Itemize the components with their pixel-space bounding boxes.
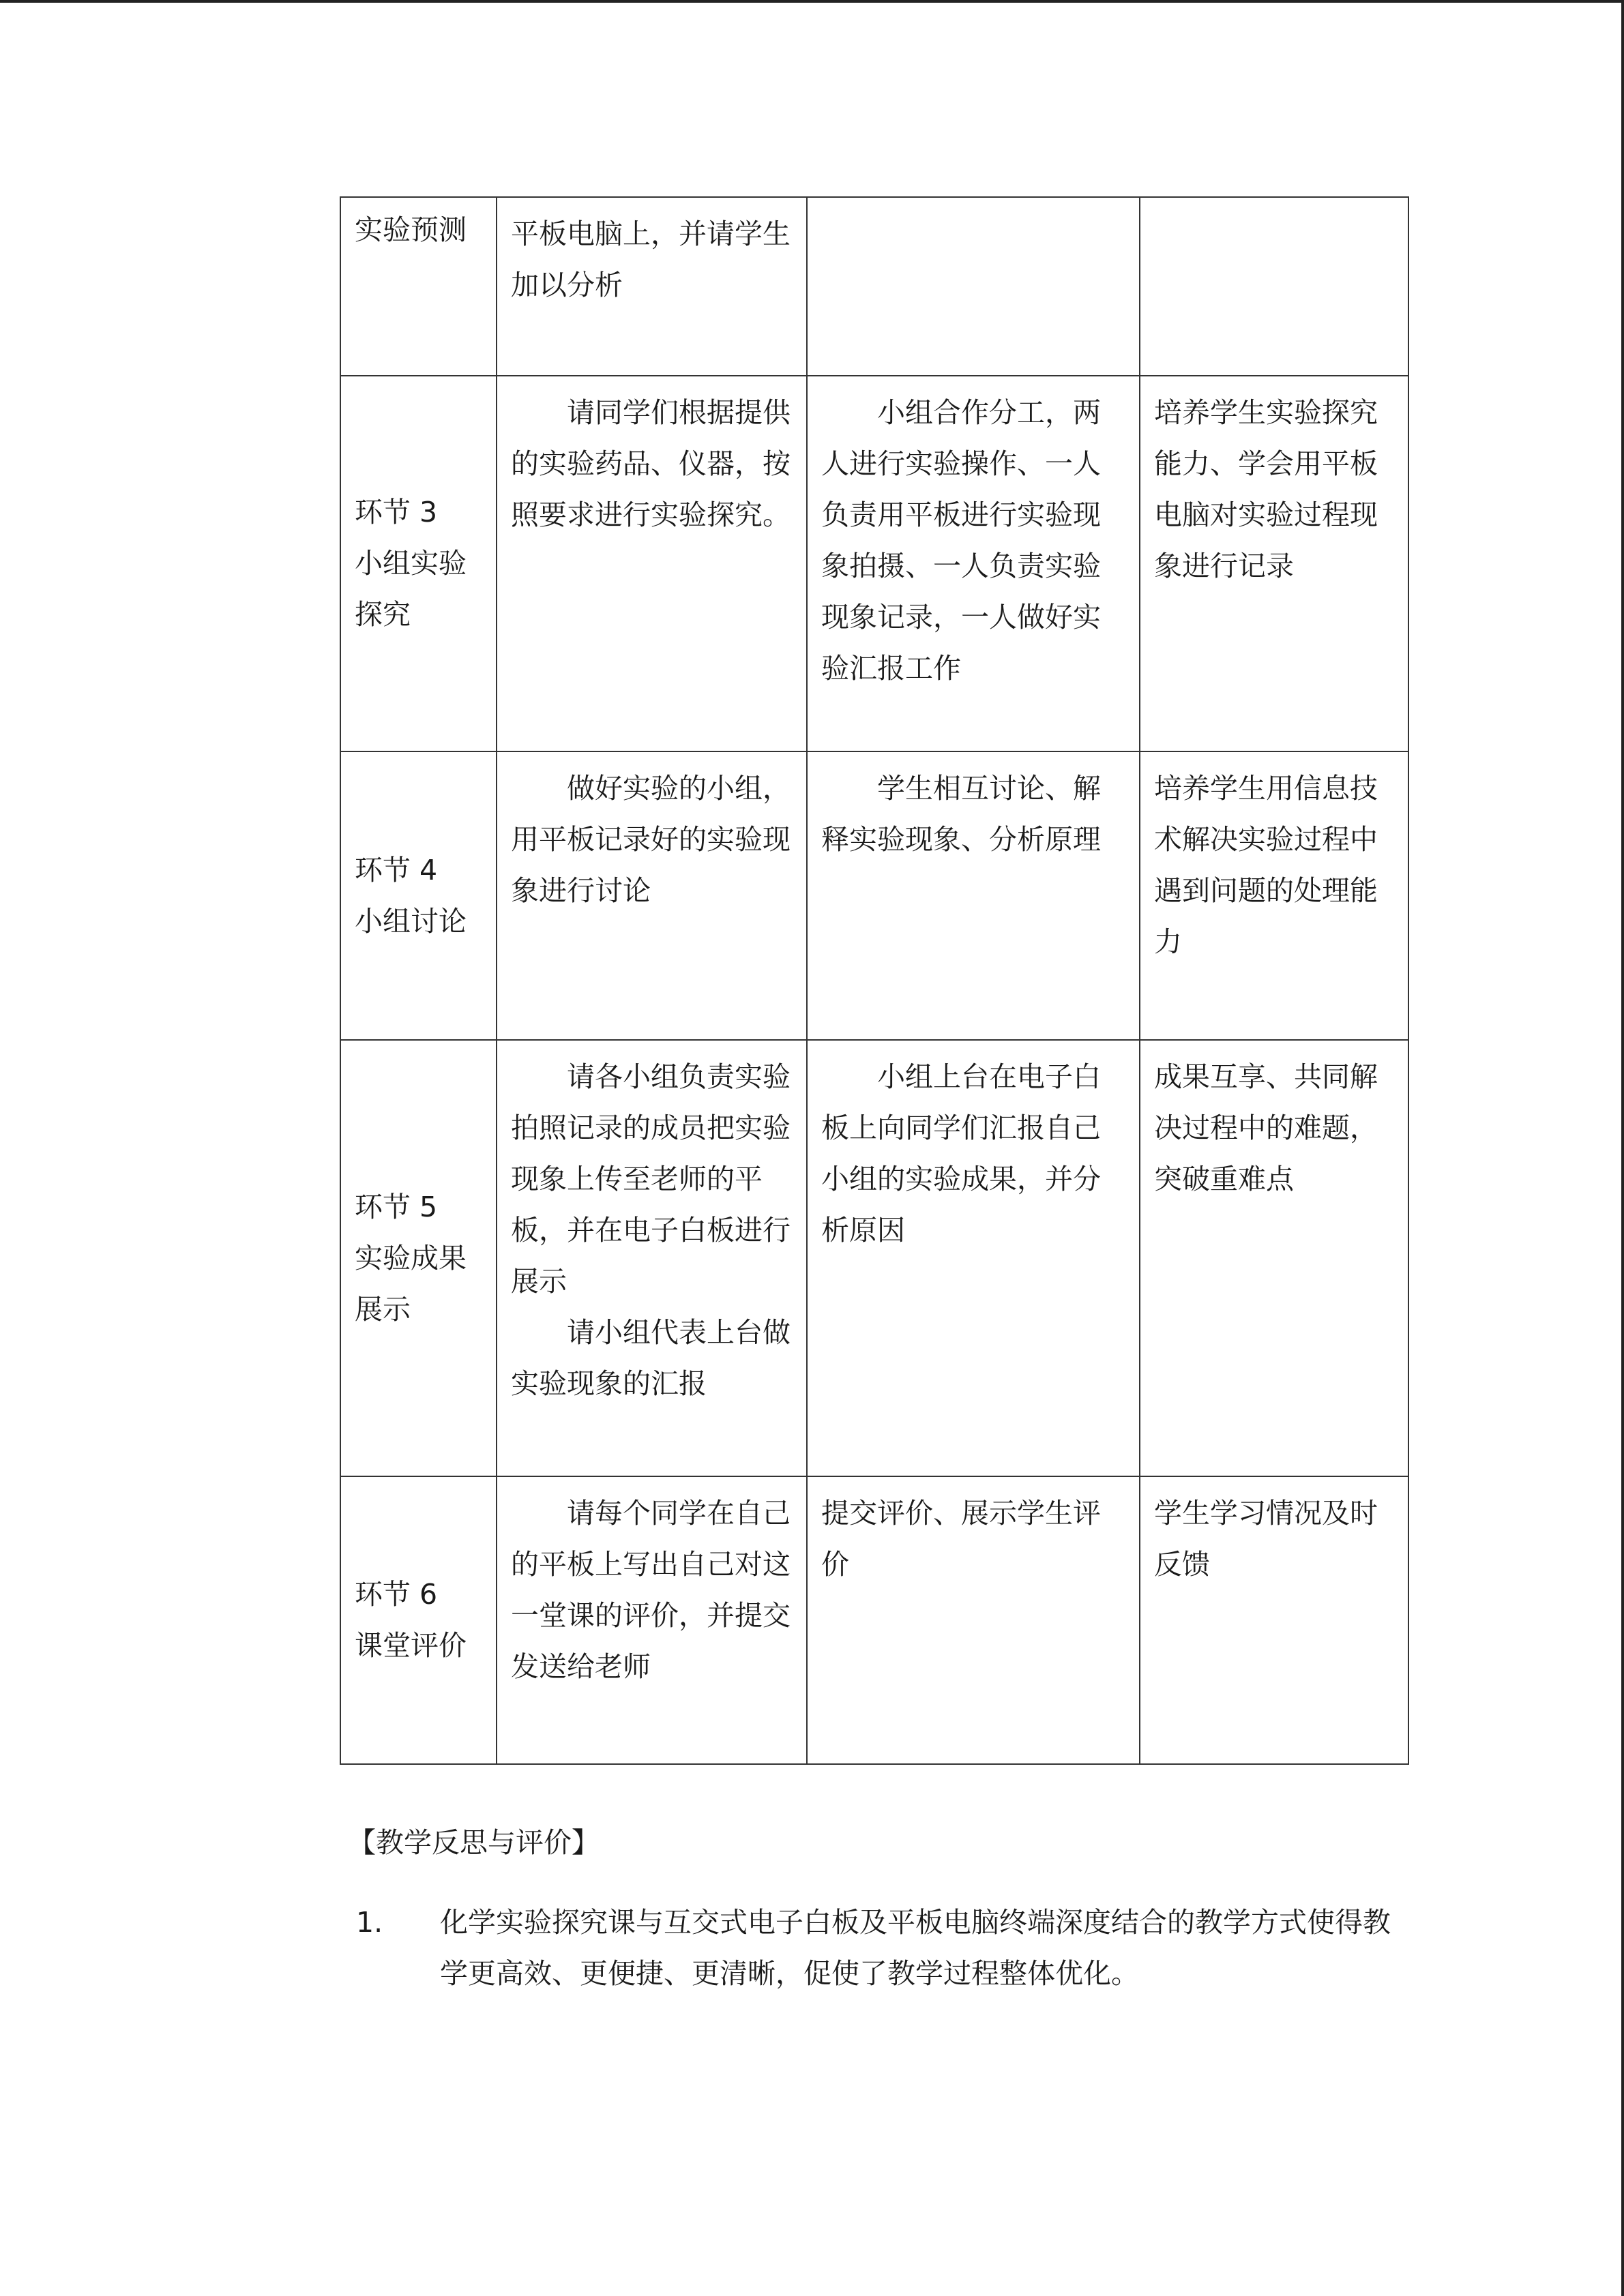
stage-line: 小组讨论 (355, 904, 467, 938)
stage-line: 环节 4 (355, 853, 438, 886)
list-text: 化学实验探究课与互交式电子白板及平板电脑终端深度结合的教学方式使得教学更高效、更便捷、更清晰，促使了教学过程整体优化。 (440, 1906, 1391, 1990)
stage-line: 环节 3 (355, 496, 438, 528)
table-row (340, 1040, 1408, 1476)
reflection-list-item (356, 1897, 1393, 1999)
design-intent-cell (1140, 1040, 1408, 1476)
table-row (340, 376, 1408, 751)
table-row (340, 751, 1408, 1040)
student-activity-cell (807, 376, 1140, 751)
stage-line: 实验成果展示 (355, 1241, 467, 1326)
cell-paragraph: 小组上台在电子白板上向同学们汇报自己小组的实验成果，并分析原因 (821, 1060, 1101, 1247)
cell-paragraph: 培养学生实验探究能力、学会用平板电脑对实验过程现象进行记录 (1154, 396, 1378, 582)
student-activity-cell (807, 751, 1140, 1040)
stage-line: 课堂评价 (355, 1629, 467, 1662)
table-row (340, 1476, 1408, 1764)
teacher-activity-cell (497, 197, 807, 376)
cell-paragraph: 成果互享、共同解决过程中的难题，突破重难点 (1154, 1060, 1378, 1195)
stage-line: 环节 5 (355, 1190, 438, 1223)
cell-paragraph: 培养学生用信息技术解决实验过程中遇到问题的处理能力 (1154, 772, 1378, 958)
teacher-activity-cell (497, 751, 807, 1040)
design-intent-cell (1140, 1476, 1408, 1764)
stage-cell (340, 751, 497, 1040)
table-row (340, 197, 1408, 376)
teacher-activity-cell (497, 1040, 807, 1476)
teacher-activity-cell (497, 1476, 807, 1764)
student-activity-cell (807, 1476, 1140, 1764)
table-body (340, 197, 1408, 1764)
cell-paragraph: 提交评价、展示学生评价 (821, 1497, 1101, 1581)
cell-paragraph: 请各小组负责实验拍照记录的成员把实验现象上传至老师的平板，并在电子白板进行展示 (511, 1060, 791, 1298)
cell-paragraph: 小组合作分工，两人进行实验操作、一人负责用平板进行实验现象拍摄、一人负责实验现象记录，一人做好实验汇报工作 (821, 396, 1101, 685)
cell-paragraph: 请同学们根据提供的实验药品、仪器，按照要求进行实验探究。 (511, 396, 791, 531)
design-intent-cell (1140, 197, 1408, 376)
cell-paragraph: 学生学习情况及时反馈 (1154, 1497, 1378, 1581)
design-intent-cell (1140, 751, 1408, 1040)
stage-cell (340, 376, 497, 751)
design-intent-cell (1140, 376, 1408, 751)
cell-paragraph: 请每个同学在自己的平板上写出自己对这一堂课的评价，并提交发送给老师 (511, 1497, 791, 1683)
cell-paragraph: 做好实验的小组，用平板记录好的实验现象进行讨论 (511, 772, 791, 907)
stage-cell (340, 1040, 497, 1476)
stage-cell (340, 197, 497, 376)
reflection-title: 【教学反思与评价】 (348, 1826, 600, 1859)
stage-line: 实验预测 (355, 213, 467, 246)
cell-paragraph: 请小组代表上台做实验现象的汇报 (511, 1316, 791, 1400)
teacher-activity-cell (497, 376, 807, 751)
student-activity-cell (807, 197, 1140, 376)
stage-line: 小组实验探究 (355, 547, 467, 631)
stage-cell (340, 1476, 497, 1764)
lesson-process-table (340, 196, 1409, 1765)
list-number: 1. (356, 1906, 383, 1939)
cell-paragraph: 学生相互讨论、解释实验现象、分析原理 (821, 772, 1101, 856)
student-activity-cell (807, 1040, 1140, 1476)
cell-paragraph: 平板电脑上，并请学生加以分析 (511, 218, 791, 301)
stage-line: 环节 6 (355, 1578, 438, 1611)
